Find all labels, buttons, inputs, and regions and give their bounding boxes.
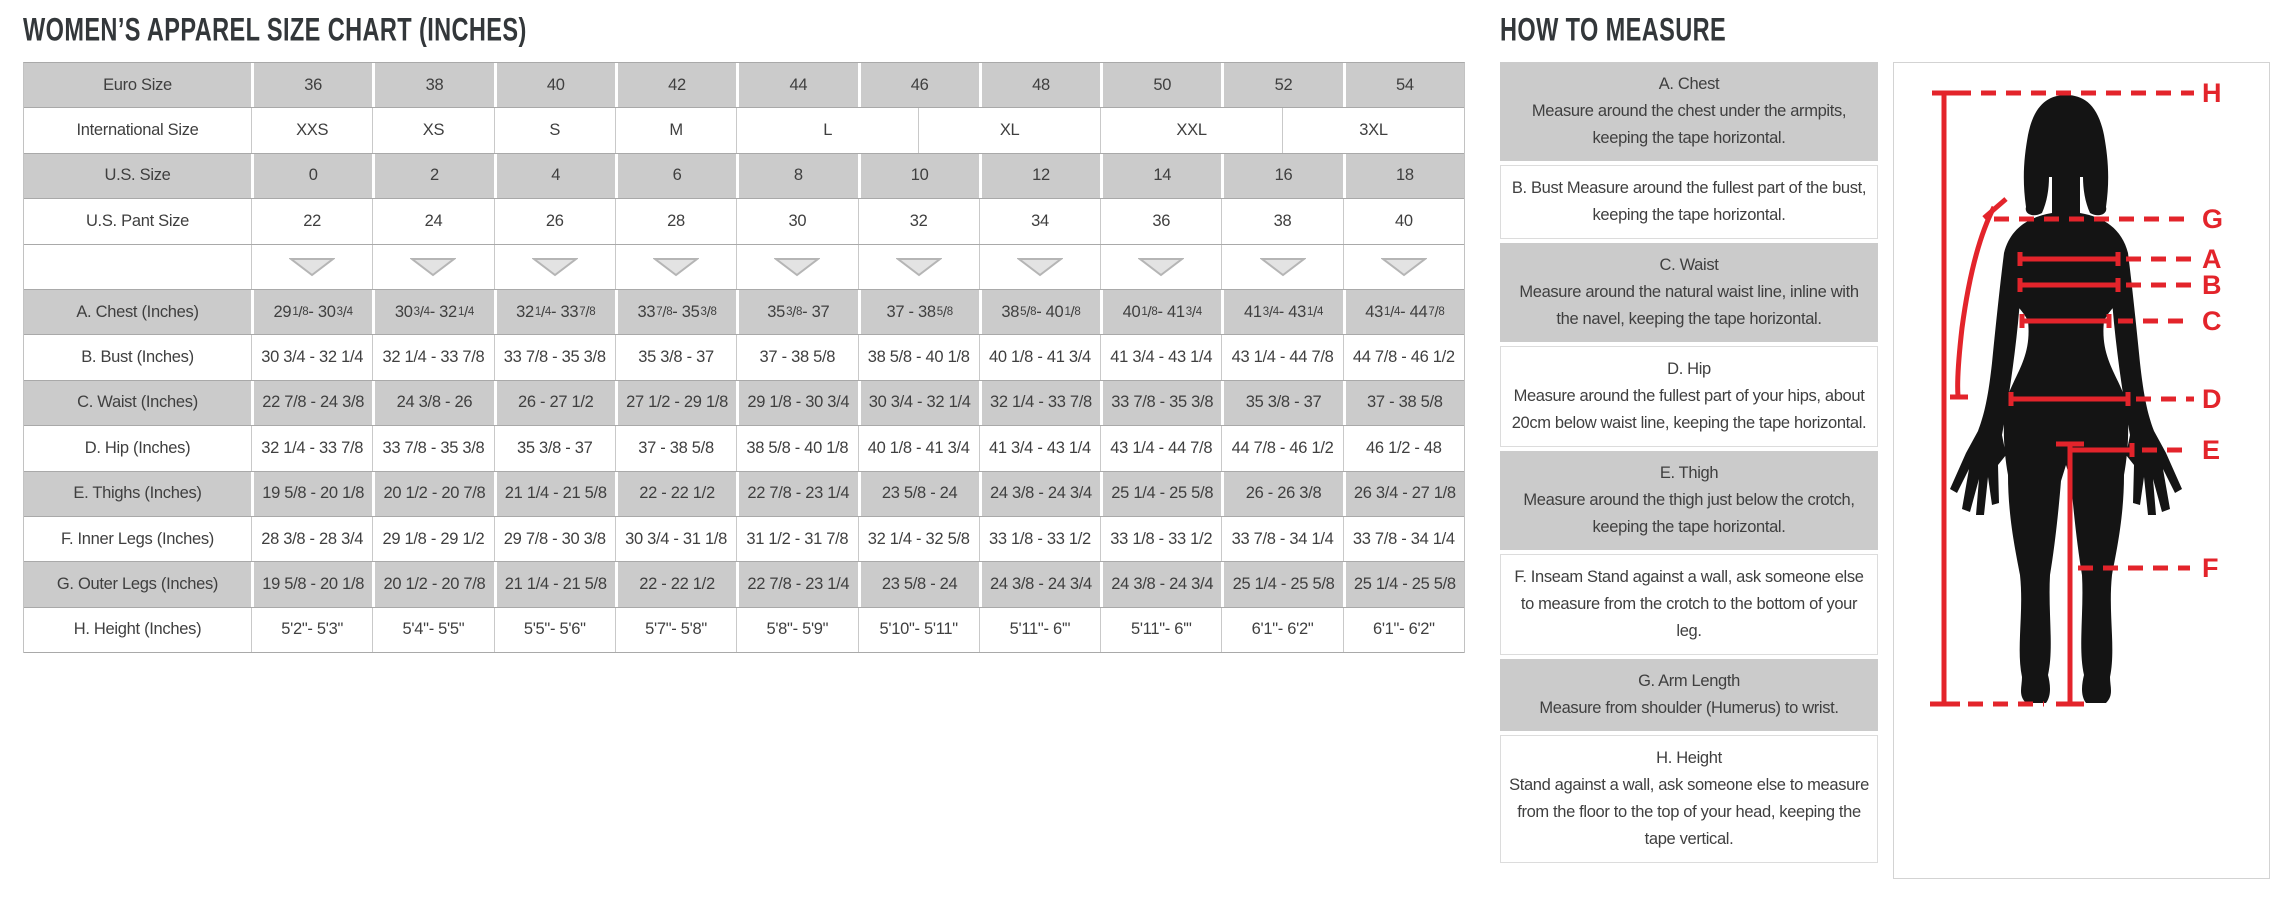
size-cell: 29 7/8 - 30 3/8: [494, 517, 615, 561]
size-cell: 33 7/8 - 35 3/8: [1100, 381, 1221, 425]
size-cell: 29 1/8 - 30 3/4: [736, 381, 857, 425]
size-cell: 44 7/8 - 46 1/2: [1343, 335, 1464, 379]
label-A: A: [2202, 244, 2222, 274]
size-cell: 29 1 / 8 - 30 3 / 4: [251, 290, 372, 334]
row-label: D. Hip (Inches): [84, 438, 191, 457]
size-cell: 34: [979, 199, 1100, 243]
size-cell: 31 1/2 - 31 7/8: [736, 517, 857, 561]
size-cell: 5'10"- 5'11": [858, 608, 979, 652]
size-cell: 50: [1100, 63, 1221, 107]
measure-instruction-h-height: [1500, 735, 1878, 863]
dropdown-arrow-icon: [494, 245, 615, 289]
instruction-title: D. Hip: [1667, 360, 1711, 378]
size-cell: 30 3/4 - 32 1/4: [858, 381, 979, 425]
dropdown-arrow-icon: [1100, 245, 1221, 289]
size-cell: 20 1/2 - 20 7/8: [372, 562, 493, 606]
instruction-text: Measure around the chest under the armpits, keeping the tape horizontal.: [1531, 102, 1847, 147]
size-cell: 36: [251, 63, 372, 107]
size-cell: 41 3 / 4 - 43 1 / 4: [1221, 290, 1342, 334]
size-cell: 33 7/8 - 34 1/4: [1221, 517, 1342, 561]
dropdown-arrow-icon: [1343, 245, 1464, 289]
label-G: G: [2202, 204, 2224, 234]
size-cell: 24 3/8 - 24 3/4: [1100, 562, 1221, 606]
measure-instruction-f-inseam: F. Inseam Stand against a wall, ask someone else to measure from the crotch to the bottom of your leg.: [1500, 554, 1878, 655]
size-cell: 19 5/8 - 20 1/8: [251, 472, 372, 516]
size-cell: XXL: [1100, 108, 1282, 152]
size-cell: 44: [736, 63, 857, 107]
size-cell: 21 1/4 - 21 5/8: [494, 562, 615, 606]
instruction-text: Stand against a wall, ask someone else to measure from the floor to the top of your head, keeping the tape vertical.: [1509, 776, 1869, 848]
size-cell: 24 3/8 - 24 3/4: [979, 562, 1100, 606]
size-cell: 37 - 38 5/8: [1343, 381, 1464, 425]
row-label: International Size: [76, 121, 199, 140]
size-cell: 30 3/4 - 31 1/8: [615, 517, 736, 561]
row-label: [24, 245, 251, 289]
size-cell: 8: [736, 154, 857, 198]
size-cell: 38 5/8 - 40 1/8: [858, 335, 979, 379]
instruction-text: Measure around the fullest part of your hips, about 20cm below waist line, keeping the tape horizontal.: [1511, 387, 1867, 432]
size-cell: XL: [918, 108, 1100, 152]
dropdown-arrow-icon: [858, 245, 979, 289]
size-cell: 41 3/4 - 43 1/4: [979, 426, 1100, 470]
size-cell: 35 3/8 - 37: [1221, 381, 1342, 425]
size-cell: 26 - 26 3/8: [1221, 472, 1342, 516]
table-row: [24, 562, 1464, 607]
size-cell: 16: [1221, 154, 1342, 198]
size-chart-title: [23, 12, 686, 48]
size-cell: 6: [615, 154, 736, 198]
size-cell: 22 7/8 - 23 1/4: [736, 472, 857, 516]
size-cell: 20 1/2 - 20 7/8: [372, 472, 493, 516]
instruction-title: E. Thigh: [1659, 464, 1719, 482]
dropdown-arrow-icon: [615, 245, 736, 289]
size-cell: 35 3 / 8 - 37: [736, 290, 857, 334]
size-cell: 27 1/2 - 29 1/8: [615, 381, 736, 425]
size-cell: 26 - 27 1/2: [494, 381, 615, 425]
row-label: B. Bust (Inches): [81, 348, 194, 367]
label-F: F: [2202, 553, 2219, 583]
size-cell: 5'7"- 5'8": [615, 608, 736, 652]
size-cell: 22 - 22 1/2: [615, 472, 736, 516]
body-diagram-svg: [1894, 63, 2269, 878]
size-cell: 5'11"- 6'": [979, 608, 1100, 652]
instruction-text: Measure around the natural waist line, inline with the navel, keeping the tape horizontal.: [1519, 283, 1859, 328]
size-cell: 33 1/8 - 33 1/2: [1100, 517, 1221, 561]
size-cell: 22 7/8 - 23 1/4: [736, 562, 857, 606]
size-cell: 28 3/8 - 28 3/4: [251, 517, 372, 561]
instruction-title: H. Height: [1656, 749, 1722, 767]
dropdown-arrow-icon: [736, 245, 857, 289]
size-cell: 28: [615, 199, 736, 243]
measure-instruction-e-thigh: [1500, 451, 1878, 550]
size-cell: 40 1 / 8 - 41 3 / 4: [1100, 290, 1221, 334]
size-cell: 32 1/4 - 32 5/8: [858, 517, 979, 561]
size-cell: 5'11"- 6'": [1100, 608, 1221, 652]
table-row: [24, 108, 1464, 153]
size-cell: 3XL: [1282, 108, 1464, 152]
size-cell: 24 3/8 - 24 3/4: [979, 472, 1100, 516]
size-cell: 2: [372, 154, 493, 198]
size-cell: 30 3 / 4 - 32 1 / 4: [372, 290, 493, 334]
size-cell: 43 1 / 4 - 44 7 / 8: [1343, 290, 1464, 334]
table-row: [24, 426, 1464, 471]
row-label: H. Height (Inches): [73, 620, 202, 639]
table-row: [24, 63, 1464, 108]
label-E: E: [2202, 435, 2221, 465]
size-cell: 40: [494, 63, 615, 107]
size-cell: 36: [1100, 199, 1221, 243]
size-cell: 43 1/4 - 44 7/8: [1221, 335, 1342, 379]
how-to-measure-panel: [1500, 62, 1878, 867]
measure-instruction-b-bust: B. Bust Measure around the fullest part of the bust, keeping the tape horizontal.: [1500, 165, 1878, 239]
measure-instruction-a-chest: [1500, 62, 1878, 161]
size-cell: 26: [494, 199, 615, 243]
size-cell: 24 3/8 - 26: [372, 381, 493, 425]
size-cell: 38 5/8 - 40 1/8: [736, 426, 857, 470]
size-cell: 32 1/4 - 33 7/8: [979, 381, 1100, 425]
size-cell: 23 5/8 - 24: [858, 472, 979, 516]
how-to-measure-title: [1500, 12, 1798, 48]
size-cell: 23 5/8 - 24: [858, 562, 979, 606]
instruction-text: Measure around the thigh just below the crotch, keeping the tape horizontal.: [1523, 491, 1855, 536]
size-cell: 6'1"- 6'2": [1221, 608, 1342, 652]
size-cell: 33 7/8 - 34 1/4: [1343, 517, 1464, 561]
size-cell: 52: [1221, 63, 1342, 107]
size-cell: 37 - 38 5/8: [615, 426, 736, 470]
size-cell: 33 7/8 - 35 3/8: [494, 335, 615, 379]
size-cell: 37 - 38 5 / 8: [858, 290, 979, 334]
size-cell: 25 1/4 - 25 5/8: [1100, 472, 1221, 516]
size-cell: 38: [1221, 199, 1342, 243]
size-cell: 54: [1343, 63, 1464, 107]
size-cell: 21 1/4 - 21 5/8: [494, 472, 615, 516]
size-chart-title-text: WOMEN’S APPAREL SIZE CHART (INCHES): [23, 11, 527, 48]
size-cell: 46 1/2 - 48: [1343, 426, 1464, 470]
size-cell: 22 7/8 - 24 3/8: [251, 381, 372, 425]
table-row: [24, 517, 1464, 562]
size-cell: 12: [979, 154, 1100, 198]
size-cell: 48: [979, 63, 1100, 107]
size-cell: 26 3/4 - 27 1/8: [1343, 472, 1464, 516]
size-cell: 5'4"- 5'5": [372, 608, 493, 652]
row-label: Euro Size: [103, 75, 172, 94]
dropdown-arrow-icon: [372, 245, 493, 289]
dropdown-arrow-icon: [1221, 245, 1342, 289]
size-cell: 41 3/4 - 43 1/4: [1100, 335, 1221, 379]
size-cell: 32 1/4 - 33 7/8: [251, 426, 372, 470]
size-cell: 4: [494, 154, 615, 198]
size-cell: 35 3/8 - 37: [494, 426, 615, 470]
table-row: [24, 290, 1464, 335]
row-label: G. Outer Legs (Inches): [56, 574, 219, 593]
size-cell: 40: [1343, 199, 1464, 243]
label-B: B: [2202, 270, 2222, 300]
row-label: U.S. Size: [104, 166, 171, 185]
table-row: [24, 245, 1464, 290]
size-cell: 32: [858, 199, 979, 243]
size-cell: 44 7/8 - 46 1/2: [1221, 426, 1342, 470]
row-label: F. Inner Legs (Inches): [61, 529, 214, 548]
size-cell: 14: [1100, 154, 1221, 198]
size-cell: 29 1/8 - 29 1/2: [372, 517, 493, 561]
size-cell: 30 3/4 - 32 1/4: [251, 335, 372, 379]
how-to-measure-title-text: HOW TO MEASURE: [1500, 11, 1727, 48]
table-row: [24, 381, 1464, 426]
row-label: U.S. Pant Size: [85, 211, 190, 230]
table-row: [24, 199, 1464, 244]
row-label: A. Chest (Inches): [76, 302, 199, 321]
table-row: [24, 472, 1464, 517]
table-row: [24, 335, 1464, 380]
size-cell: 32 1/4 - 33 7/8: [372, 335, 493, 379]
size-cell: 38: [372, 63, 493, 107]
size-cell: 10: [858, 154, 979, 198]
row-label: E. Thighs (Inches): [73, 484, 202, 503]
size-cell: 5'8"- 5'9": [736, 608, 857, 652]
dropdown-arrow-icon: [979, 245, 1100, 289]
label-D: D: [2202, 384, 2222, 414]
size-cell: L: [736, 108, 918, 152]
size-cell: 35 3/8 - 37: [615, 335, 736, 379]
body-diagram: [1893, 62, 2270, 879]
instruction-title: C. Waist: [1659, 256, 1719, 274]
size-cell: 18: [1343, 154, 1464, 198]
size-cell: M: [615, 108, 736, 152]
size-cell: 46: [858, 63, 979, 107]
label-H: H: [2202, 78, 2222, 108]
size-cell: XS: [372, 108, 493, 152]
size-cell: 33 1/8 - 33 1/2: [979, 517, 1100, 561]
size-cell: 30: [736, 199, 857, 243]
measure-instruction-d-hip: [1500, 346, 1878, 447]
instruction-title: G. Arm Length: [1638, 672, 1740, 690]
size-cell: 42: [615, 63, 736, 107]
row-label: C. Waist (Inches): [77, 393, 198, 412]
size-cell: 22 - 22 1/2: [615, 562, 736, 606]
dropdown-arrow-icon: [251, 245, 372, 289]
size-cell: 40 1/8 - 41 3/4: [979, 335, 1100, 379]
size-cell: 19 5/8 - 20 1/8: [251, 562, 372, 606]
size-cell: 32 1 / 4 - 33 7 / 8: [494, 290, 615, 334]
size-cell: 22: [251, 199, 372, 243]
label-C: C: [2202, 306, 2222, 336]
size-cell: XXS: [251, 108, 372, 152]
size-cell: 25 1/4 - 25 5/8: [1221, 562, 1342, 606]
measure-instruction-c-waist: [1500, 243, 1878, 342]
size-cell: S: [494, 108, 615, 152]
size-cell: 38 5 / 8 - 40 1 / 8: [979, 290, 1100, 334]
size-cell: 40 1/8 - 41 3/4: [858, 426, 979, 470]
table-row: [24, 154, 1464, 199]
size-cell: 5'2"- 5'3": [251, 608, 372, 652]
size-cell: 24: [372, 199, 493, 243]
size-cell: 0: [251, 154, 372, 198]
size-cell: 5'5"- 5'6": [494, 608, 615, 652]
table-row: [24, 608, 1464, 653]
size-cell: 6'1"- 6'2": [1343, 608, 1464, 652]
size-cell: 43 1/4 - 44 7/8: [1100, 426, 1221, 470]
size-cell: 33 7/8 - 35 3/8: [372, 426, 493, 470]
size-cell: 33 7 / 8 - 35 3 / 8: [615, 290, 736, 334]
measure-instruction-g-arm-length: [1500, 659, 1878, 731]
size-cell: 25 1/4 - 25 5/8: [1343, 562, 1464, 606]
size-cell: 37 - 38 5/8: [736, 335, 857, 379]
instruction-title: A. Chest: [1658, 75, 1720, 93]
instruction-text: Measure from shoulder (Humerus) to wrist.: [1539, 699, 1839, 717]
size-chart-table: [23, 62, 1465, 653]
